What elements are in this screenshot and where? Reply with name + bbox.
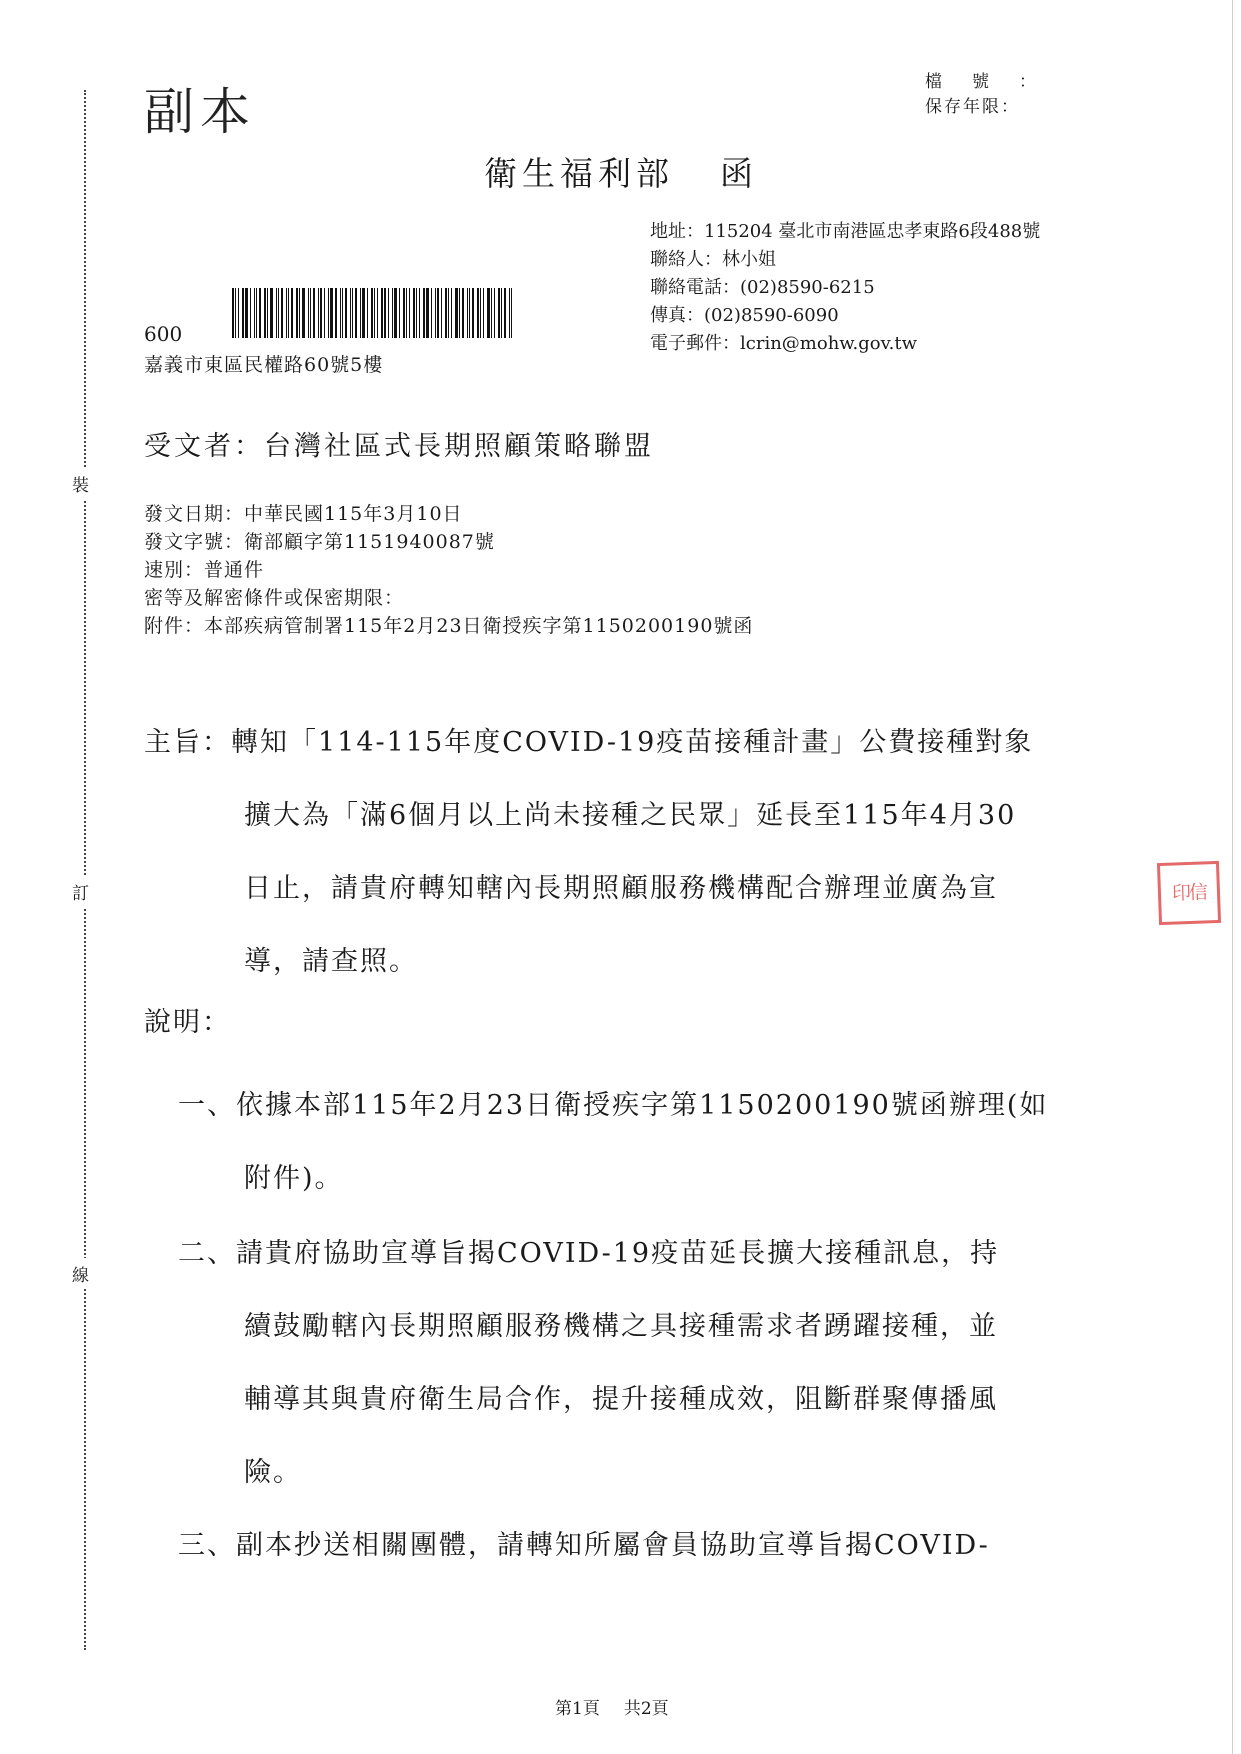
colon: ： — [1001, 97, 1020, 117]
copy-mark: 副本 — [144, 83, 256, 141]
file-number-label: 檔號 — [925, 72, 1019, 92]
file-meta — [925, 70, 1038, 120]
explanation-item-3 — [178, 1509, 990, 1582]
page-number: 第1頁 — [555, 1699, 600, 1719]
document-number: 發文字號：衛部顧字第1151940087號 — [144, 531, 495, 553]
item-line: 附件)。 — [244, 1163, 344, 1194]
classification: 密等及解密條件或保密期限： — [144, 587, 405, 609]
binding-char-zhuang: 裝 — [72, 468, 89, 499]
official-seal-stamp: 印信 — [1157, 861, 1221, 925]
item-line: 險。 — [244, 1457, 302, 1488]
explanation-item-1 — [178, 1069, 1048, 1215]
item-line: 續鼓勵轄內長期照顧服務機構之具接種需求者踴躍接種，並 — [244, 1311, 998, 1342]
document-meta — [144, 500, 753, 640]
contact-fax: 傳真：(02)8590-6090 — [650, 305, 839, 326]
subject-line: 日止，請貴府轉知轄內長期照顧服務機構配合辦理並廣為宣 — [244, 873, 998, 904]
explanation-label: 說明： — [144, 1007, 231, 1038]
item-line: 一、依據本部115年2月23日衛授疾字第1150200190號函辦理(如 — [178, 1090, 1049, 1121]
contact-address: 地址：115204 臺北市南港區忠孝東路6段488號 — [650, 221, 1041, 242]
binding-char-xian: 線 — [72, 1258, 89, 1289]
subject — [144, 706, 1033, 998]
retention-label: 保存年限 — [925, 97, 1001, 117]
issuer-name: 衛生福利部 — [484, 154, 674, 193]
barcode — [232, 288, 518, 338]
item-line: 輔導其與貴府衛生局合作，提升接種成效，阻斷群聚傳播風 — [244, 1384, 998, 1415]
subject-line: 導，請查照。 — [244, 946, 418, 977]
contact-block — [650, 218, 1040, 358]
subject-line: 主旨：轉知「114-115年度COVID-19疫苗接種計畫」公費接種對象 — [144, 727, 1034, 758]
scan-edge — [1232, 0, 1233, 1754]
page-total: 共2頁 — [623, 1699, 669, 1719]
binding-char-ding: 訂 — [72, 876, 89, 907]
explanation-item-2 — [178, 1217, 999, 1509]
contact-person: 聯絡人：林小姐 — [650, 249, 776, 270]
colon: ： — [1019, 72, 1038, 92]
page-footer — [555, 1694, 669, 1719]
recipient: 受文者：台灣社區式長期照顧策略聯盟 — [144, 431, 654, 462]
item-line: 二、請貴府協助宣導旨揭COVID-19疫苗延長擴大接種訊息，持 — [178, 1238, 1000, 1269]
mailing-address: 嘉義市東區民權路60號5樓 — [144, 354, 384, 376]
issue-date: 發文日期：中華民國115年3月10日 — [144, 503, 463, 525]
priority: 速別：普通件 — [144, 559, 265, 581]
document-title — [484, 148, 758, 195]
subject-line: 擴大為「滿6個月以上尚未接種之民眾」延長至115年4月30 — [244, 800, 1017, 831]
contact-phone: 聯絡電話：(02)8590-6215 — [650, 277, 875, 298]
document-type: 函 — [720, 154, 758, 193]
item-line: 三、副本抄送相關團體，請轉知所屬會員協助宣導旨揭COVID- — [178, 1530, 990, 1561]
binding-dotted-line — [84, 90, 86, 1650]
contact-email: 電子郵件：lcrin@mohw.gov.tw — [650, 333, 918, 354]
attachment: 附件：本部疾病管制署115年2月23日衛授疾字第1150200190號函 — [144, 615, 754, 637]
postal-code: 600 — [144, 322, 183, 346]
